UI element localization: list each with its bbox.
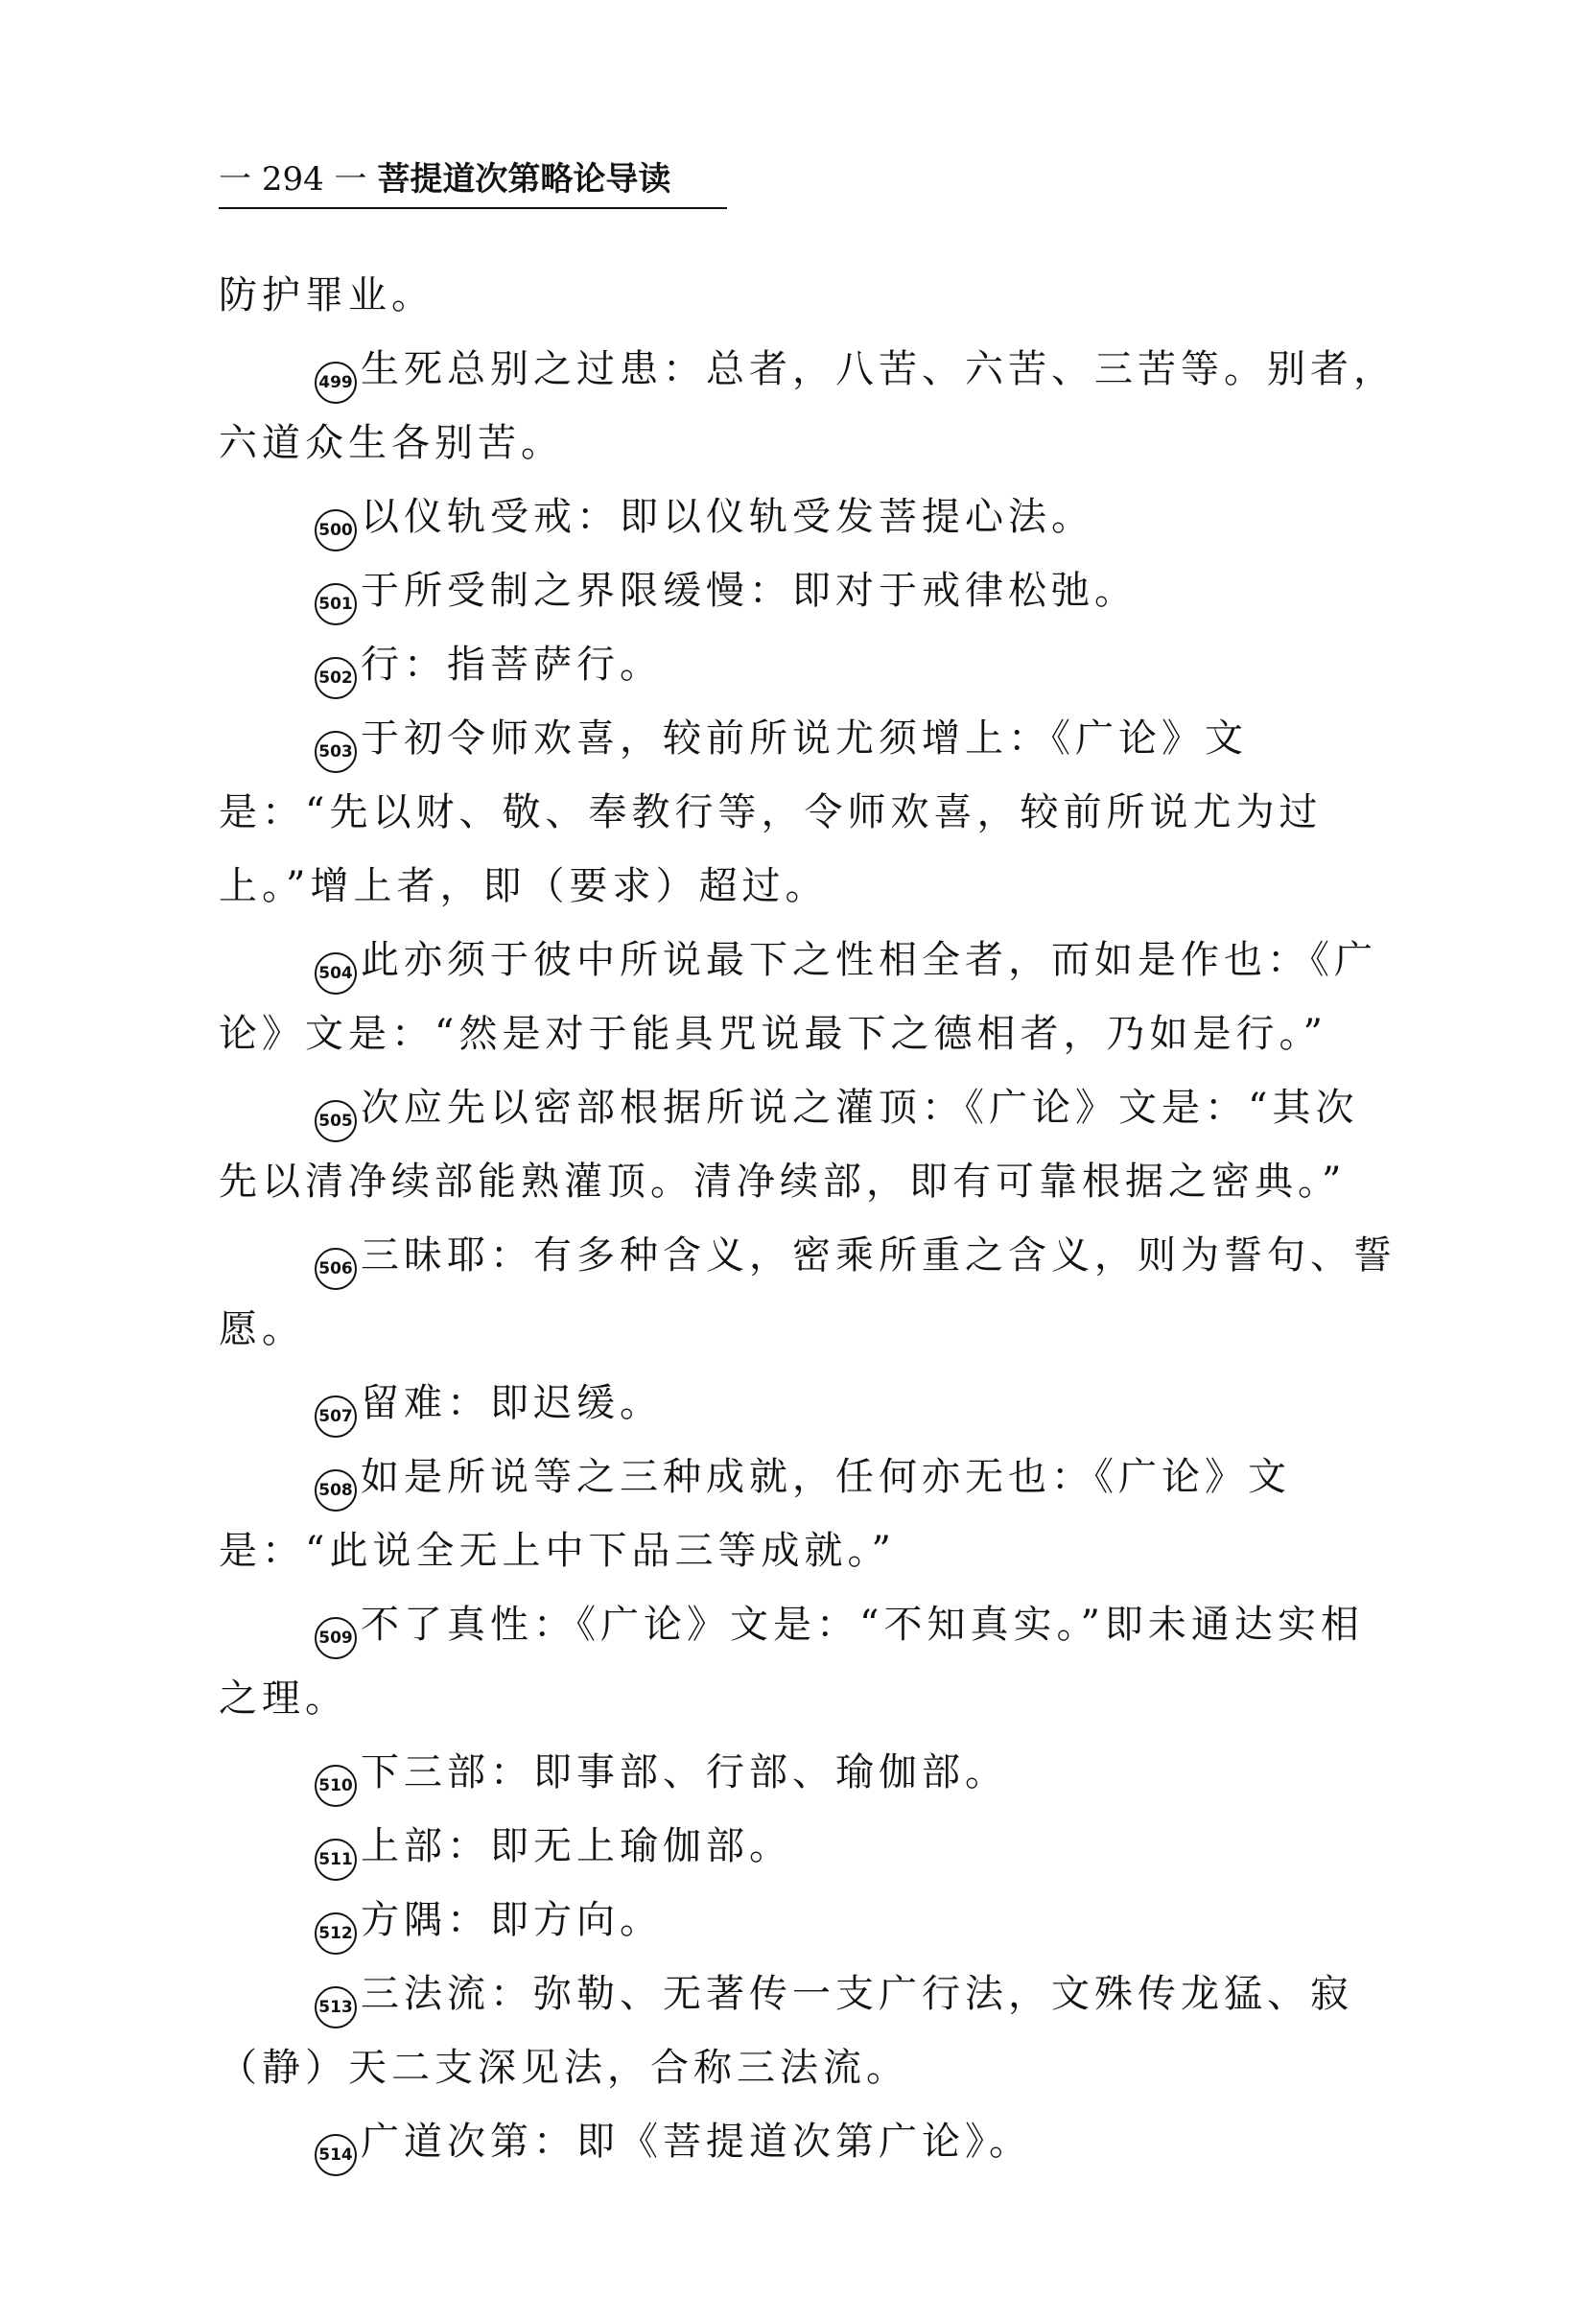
note-502 [219, 628, 1396, 702]
note-number-badge: 501 [315, 583, 357, 625]
note-number-badge: 505 [315, 1100, 357, 1142]
notes-body [219, 259, 1396, 2179]
note-504 [219, 924, 1396, 1071]
note-text: 留难：即迟缓。 [361, 1381, 663, 1425]
note-text: 不了真性：《广论》文是：“不知真实。”即未通达实相之理。 [219, 1603, 1364, 1721]
note-text: 三昧耶：有多种含义，密乘所重之含义，则为誓句、誓愿。 [219, 1233, 1396, 1351]
note-text: 方隅：即方向。 [361, 1898, 663, 1942]
note-512 [219, 1884, 1396, 1958]
note-number-badge: 510 [315, 1765, 357, 1807]
note-number-badge: 506 [315, 1248, 357, 1290]
note-number-badge: 502 [315, 657, 357, 699]
note-text: 以仪轨受戒：即以仪轨受发菩提心法。 [361, 495, 1094, 539]
header-dash-right: 一 [334, 160, 367, 199]
note-number-badge: 507 [315, 1395, 357, 1438]
note-text: 行：指菩萨行。 [361, 643, 663, 687]
note-text: 生死总别之过患：总者，八苦、六苦、三苦等。别者，六道众生各别苦。 [219, 347, 1396, 465]
note-text: 于所受制之界限缓慢：即对于戒律松弛。 [361, 569, 1138, 613]
note-503 [219, 702, 1396, 924]
note-number-badge: 500 [315, 509, 357, 551]
header-dash-left: 一 [219, 160, 251, 199]
note-text: 下三部：即事部、行部、瑜伽部。 [361, 1750, 1008, 1794]
note-514 [219, 2105, 1396, 2179]
note-507 [219, 1367, 1396, 1441]
note-500 [219, 481, 1396, 554]
note-505 [219, 1071, 1396, 1219]
continuation-line: 防护罪业。 [219, 273, 434, 317]
book-title: 菩提道次第略论导读 [377, 160, 671, 199]
note-number-badge: 504 [315, 952, 357, 995]
note-text: 此亦须于彼中所说最下之性相全者，而如是作也：《广论》文是：“然是对于能具咒说最下之德相者，乃如是行。” [219, 938, 1377, 1056]
note-text: 于初令师欢喜，较前所说尤须增上：《广论》文是：“先以财、敬、奉教行等，令师欢喜，较前所说尤为过上。”增上者，即（要求）超过。 [219, 716, 1323, 908]
note-511 [219, 1810, 1396, 1884]
note-499 [219, 333, 1396, 481]
note-number-badge: 508 [315, 1469, 357, 1512]
note-number-badge: 509 [315, 1617, 357, 1659]
note-text: 三法流：弥勒、无著传一支广行法，文殊传龙猛、寂（静）天二支深见法，合称三法流。 [219, 1972, 1353, 2090]
running-header [219, 157, 727, 209]
note-number-badge: 511 [315, 1839, 357, 1881]
note-509 [219, 1588, 1396, 1736]
note-number-badge: 499 [315, 362, 357, 404]
note-text: 广道次第：即《菩提道次第广论》。 [361, 2120, 1032, 2164]
note-text: 如是所说等之三种成就，任何亦无也：《广论》文是：“此说全无上中下品三等成就。” [219, 1455, 1291, 1573]
note-510 [219, 1736, 1396, 1810]
note-number-badge: 512 [315, 1912, 357, 1955]
note-508 [219, 1441, 1396, 1588]
page-number: 294 [261, 160, 324, 199]
note-513 [219, 1958, 1396, 2105]
note-number-badge: 503 [315, 731, 357, 773]
note-text: 次应先以密部根据所说之灌顶：《广论》文是：“其次先以清净续部能熟灌顶。清净续部，即有可靠根据之密典。” [219, 1086, 1359, 1204]
note-501 [219, 554, 1396, 628]
note-number-badge: 514 [315, 2134, 357, 2176]
note-text: 上部：即无上瑜伽部。 [361, 1824, 792, 1868]
note-number-badge: 513 [315, 1986, 357, 2028]
note-506 [219, 1219, 1396, 1367]
